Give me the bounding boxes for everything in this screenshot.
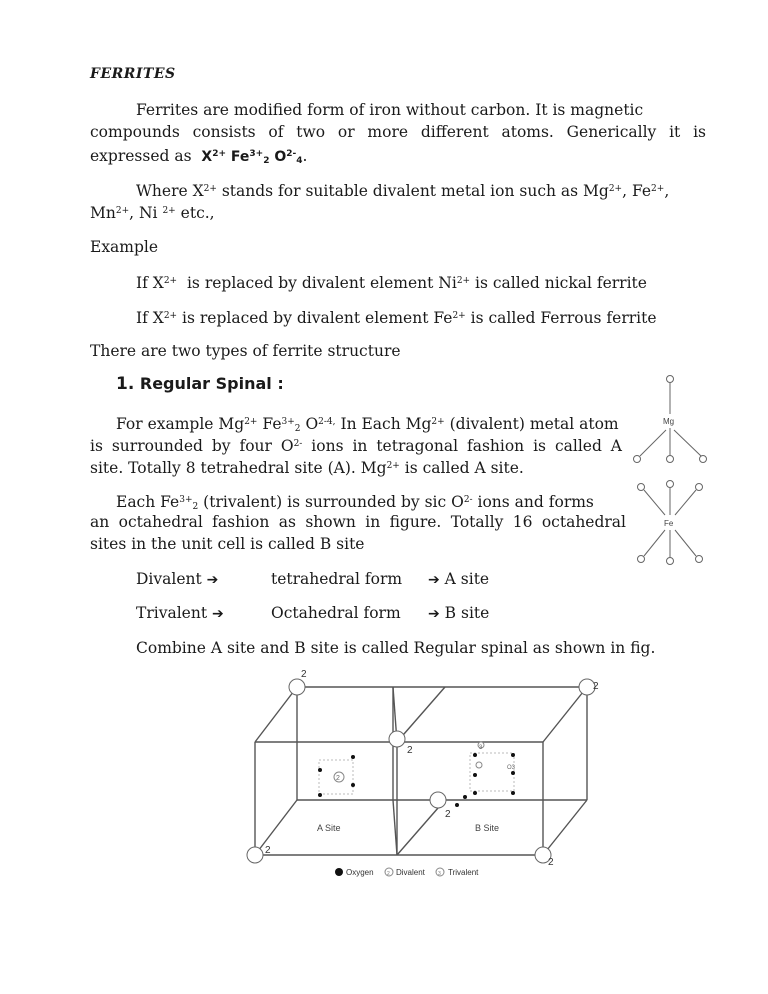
- example-label: Example: [90, 238, 159, 256]
- row-divalent-left: Divalent ➔: [136, 570, 219, 588]
- svg-text:Divalent: Divalent: [396, 868, 425, 877]
- page-title: FERRITES: [90, 66, 176, 82]
- where-line-1: Where $X^{2+}$ stands for suitable divalent metal ion such as $Mg^{2+}$, $Fe^{2+}$,: [136, 182, 670, 200]
- svg-text:2: 2: [387, 871, 390, 877]
- arrow-right-icon: ➔: [428, 606, 440, 622]
- b-site-label: B Site: [475, 823, 500, 833]
- svg-text:2: 2: [407, 745, 413, 756]
- intro-text-1: Ferrites are modified form of iron without carbon. It is magnetic: [136, 101, 644, 119]
- octa-line-2: an octahedral fashion as shown in figure. Totally 16 octahedral: [90, 513, 626, 531]
- corner-labels: [265, 669, 599, 868]
- intro-text-3: expressed as: [90, 147, 192, 165]
- svg-text:O3: O3: [507, 765, 516, 771]
- svg-text:Trivalent: Trivalent: [448, 868, 479, 877]
- octa-line-3: sites in the unit cell is called B site: [90, 535, 365, 553]
- svg-text:2: 2: [445, 809, 451, 820]
- arrow-right-icon: ➔: [428, 572, 440, 588]
- row-trivalent-middle: Octahedral form: [271, 604, 401, 622]
- regular-line-3: site. Totally 8 tetrahedral site (A). $Mg^{2+}$ is called A site.: [90, 459, 524, 477]
- arrow-right-icon: ➔: [206, 572, 219, 588]
- intro-line-2: [90, 121, 706, 143]
- svg-text:3: 3: [438, 871, 441, 877]
- a-site-cell: [318, 755, 355, 797]
- b-site-cell: [455, 742, 516, 807]
- section-heading: 1. Regular Spinal :: [116, 374, 284, 394]
- coordination-figure: [630, 370, 720, 570]
- octa-line-1: Each $Fe^{3+}_2$ (trivalent) is surrounded by sic $O^{2-}$ ions and forms: [116, 493, 594, 512]
- combine-line: Combine A site and B site is called Regular spinal as shown in fig.: [136, 639, 656, 657]
- intro-line-3: expressed as $X^{2+}$ $Fe^{3+}_2$ $O^{2-}_4$.: [90, 147, 308, 166]
- example-nickel: If $X^{2+}$ is replaced by divalent element $Ni^{2+}$ is called nickal ferrite: [136, 274, 647, 292]
- arrow-right-icon: ➔: [211, 606, 224, 622]
- svg-text:2: 2: [548, 857, 554, 868]
- types-line: There are two types of ferrite structure: [90, 342, 401, 360]
- row-divalent-right: ➔ A site: [428, 570, 490, 588]
- svg-text:2: 2: [593, 681, 599, 692]
- regular-line-2: is surrounded by four $O^{2-}$ ions in tetragonal fashion is called A: [90, 437, 623, 455]
- svg-text:2: 2: [265, 845, 271, 856]
- intro-text-2: compounds consists of two or more different atoms. Generically it is: [90, 123, 706, 141]
- intro-line-1: [136, 99, 643, 121]
- svg-text:2: 2: [301, 669, 307, 680]
- svg-text:2: 2: [336, 775, 340, 782]
- regular-line-1: For example $Mg^{2+}$ $Fe^{3+}_2$ $O^{2-4,}$ In Each $Mg^{2+}$ (divalent) metal atom: [116, 415, 619, 434]
- figure-legend: [335, 868, 479, 877]
- row-divalent-middle: tetrahedral form: [271, 570, 403, 588]
- fe-label: Fe: [664, 519, 674, 528]
- a-site-label: A Site: [317, 823, 341, 833]
- spinel-cube-figure: [245, 665, 615, 885]
- mg-label: Mg: [663, 417, 675, 426]
- cube-edges: [255, 687, 587, 855]
- row-trivalent-right: ➔ B site: [428, 604, 490, 622]
- svg-text:Oxygen: Oxygen: [346, 868, 374, 877]
- row-trivalent-left: Trivalent ➔: [136, 604, 224, 622]
- example-ferrous: If $X^{2+}$ is replaced by divalent element $Fe^{2+}$ is called Ferrous ferrite: [136, 309, 657, 327]
- svg-text:3: 3: [479, 745, 483, 751]
- where-line-2: $Mn^{2+}$, Ni $^{2+}$ etc.,: [90, 204, 215, 222]
- ferrite-formula: $X^{2+}$ $Fe^{3+}_2$ $O^{2-}_4$: [201, 149, 303, 166]
